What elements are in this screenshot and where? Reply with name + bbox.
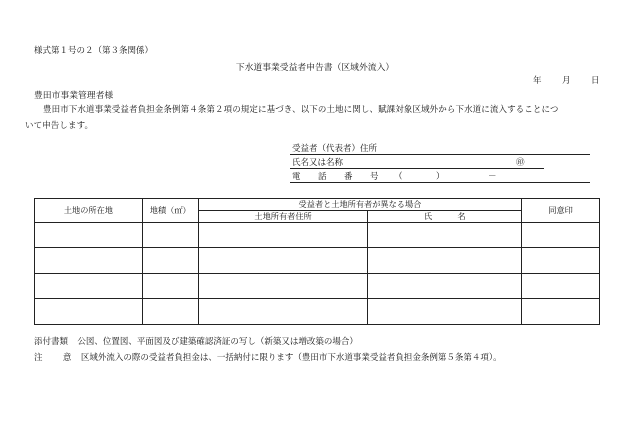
caution-text: 区域外流入の際の受益者負担金は、一括納付に限ります（豊田市下水道事業受益者負担金条例第５条第４項）。	[80, 353, 502, 363]
phone-label-char-3: 番	[344, 172, 353, 182]
declaration-text	[25, 102, 602, 134]
cell-area[interactable]	[142, 248, 198, 274]
cell-land-location[interactable]	[35, 223, 143, 248]
attachments-text: 公図、位置図、平面図及び建築確認済証の写し（新築又は増改築の場合）	[77, 337, 358, 347]
date-month-label: 月	[562, 76, 571, 86]
header-owner-name-char-2: 名	[457, 211, 466, 221]
table-row	[35, 299, 600, 325]
cell-owner-name[interactable]	[368, 274, 522, 299]
table-row	[35, 223, 600, 248]
applicant-phone-field[interactable]	[290, 170, 590, 183]
cell-owner-address[interactable]	[198, 248, 368, 274]
attachments-note	[34, 335, 358, 347]
seal-mark-icon: ㊞	[516, 158, 525, 168]
applicant-address-field[interactable]	[290, 142, 590, 155]
header-owner-name-char-1: 氏	[423, 211, 433, 221]
cell-owner-name[interactable]	[368, 223, 522, 248]
cell-owner-address[interactable]	[198, 274, 368, 299]
header-land-location: 土地の所在地	[35, 199, 143, 223]
header-owner-group: 受益者と土地所有者が異なる場合	[198, 199, 521, 211]
phone-dash: －	[488, 172, 497, 182]
cell-owner-address[interactable]	[198, 223, 368, 248]
cell-area[interactable]	[142, 274, 198, 299]
applicant-name-label: 氏名又は名称	[292, 158, 344, 168]
date-year-label: 年	[533, 76, 542, 86]
cell-owner-name[interactable]	[368, 299, 522, 325]
declaration-line-1: 豊田市下水道事業受益者負担金条例第４条第２項の規定に基づき、以下の土地に関し、賦課対象区域外から下水道に流入することにつ	[43, 105, 559, 115]
attachments-label: 添付書類	[34, 337, 69, 347]
form-number: 様式第１号の２（第３条関係）	[34, 46, 154, 56]
caution-note	[34, 351, 502, 363]
cell-land-location[interactable]	[35, 274, 143, 299]
caution-label-char-1: 注	[34, 353, 43, 363]
cell-consent-seal[interactable]	[522, 248, 600, 274]
cell-land-location[interactable]	[35, 248, 143, 274]
cell-consent-seal[interactable]	[522, 299, 600, 325]
land-details-table	[34, 198, 600, 325]
addressee: 豊田市事業管理者様	[34, 91, 114, 101]
cell-land-location[interactable]	[35, 299, 143, 325]
document-title: 下水道事業受益者申告書（区域外流入）	[235, 63, 395, 73]
header-area: 地積（㎡）	[142, 199, 198, 223]
caution-label-char-2: 意	[62, 353, 72, 363]
cell-owner-name[interactable]	[368, 248, 522, 274]
phone-label-char-2: 話	[318, 172, 327, 182]
cell-owner-address[interactable]	[198, 299, 368, 325]
cell-consent-seal[interactable]	[522, 223, 600, 248]
cell-area[interactable]	[142, 223, 198, 248]
header-owner-name	[368, 211, 522, 223]
date-day-label: 日	[591, 76, 600, 86]
cell-consent-seal[interactable]	[522, 274, 600, 299]
header-owner-address: 土地所有者住所	[198, 211, 368, 223]
phone-paren-open: （	[394, 172, 403, 182]
phone-label-char-1: 電	[292, 172, 301, 182]
applicant-name-field[interactable]	[290, 156, 544, 169]
declaration-line-2: いて申告します。	[25, 121, 94, 131]
cell-area[interactable]	[142, 299, 198, 325]
phone-label-char-4: 号	[370, 172, 379, 182]
table-row	[35, 248, 600, 274]
table-row	[35, 274, 600, 299]
header-consent-seal: 同意印	[522, 199, 600, 223]
phone-paren-close: ）	[436, 172, 445, 182]
applicant-address-label: 受益者（代表者）住所	[292, 144, 378, 154]
